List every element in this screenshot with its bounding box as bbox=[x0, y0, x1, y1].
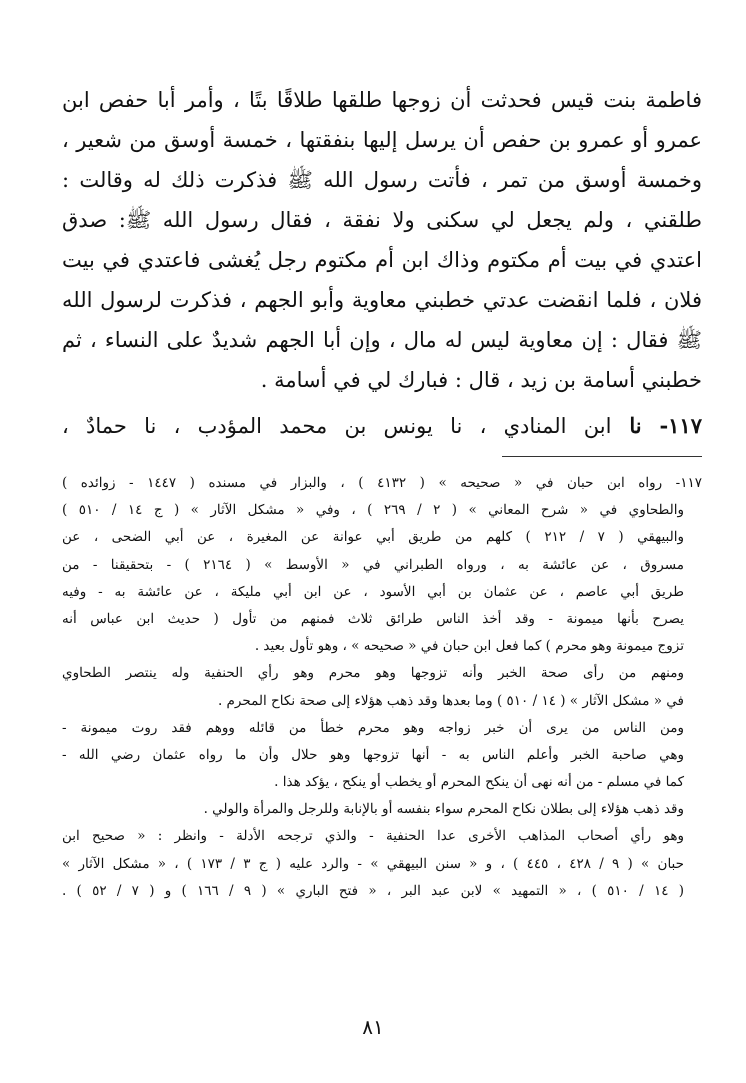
footnote-line: يصرح بأنها ميمونة - وقد أخذ الناس طرائق ثلاث فمنهم من تأول ( حديث ابن عباس أنه bbox=[62, 610, 684, 627]
main-text-line: ﷺ فقال : إن معاوية ليس له مال ، وإن أبا الجهم شديدٌ على النساء ، ثم bbox=[62, 328, 702, 352]
main-text-line: عمرو أو عمرو بن حفص أن يرسل إليها بنفقتها ، خمسة أوسق من شعير ، bbox=[62, 128, 702, 152]
footnote-line: ( ١٤ / ٥١٠ ) ، « التمهيد » لابن عبد البر ، « فتح الباري » ( ٩ / ١٦٦ ) و ( ٧ / ٥٢ ) . bbox=[62, 882, 685, 899]
main-text-line: خطبني أسامة بن زيد ، قال : فبارك لي في أسامة . bbox=[260, 368, 702, 392]
footnote-line: والبيهقي ( ٧ / ٢١٢ ) كلهم من طريق أبي عوانة عن المغيرة ، عن أبي الضحى ، عن bbox=[62, 529, 684, 546]
footnote-line: طريق أبي عاصم ، عن عثمان بن أبي الأسود ، عن ابن أبي مليكة ، عن عائشة به - وفيه bbox=[62, 583, 684, 600]
page-number: ٨١ bbox=[362, 1015, 384, 1039]
footnote-line: والطحاوي في « شرح المعاني » ( ٢ / ٢٦٩ ) ، وفي « مشكل الآثار » ( ج ١٤ / ٥١٠ ) bbox=[62, 502, 684, 519]
footnote-divider bbox=[502, 456, 702, 457]
footnote-line: وهو رأي أصحاب المذاهب الأخرى عدا الحنفية - والذي ترجحه الأدلة - وانظر : « صحيح ابن bbox=[62, 828, 684, 845]
hadith-chain-text: ابن المنادي ، نا يونس بن محمد المؤدب ، نا حمادٌ ، bbox=[62, 414, 612, 438]
hadith-number: ١١٧- نا bbox=[629, 413, 702, 438]
footnote-line: تزوج ميمونة وهو محرم ) كما فعل ابن حبان في « صحيحه » ، وهو تأول بعيد . bbox=[254, 638, 684, 655]
footnote-line: في « مشكل الآثار » ( ١٤ / ٥١٠ ) وما بعدها وقد ذهب هؤلاء إلى صحة نكاح المحرم . bbox=[217, 692, 684, 709]
main-text-line: فاطمة بنت قيس فحدثت أن زوجها طلقها طلاقًا بتًا ، وأمر أبا حفص ابن bbox=[62, 88, 702, 112]
footnote-line: ومن الناس من يرى أن خبر زواجه وهو محرم خطأ من قائله ووهم فقد روت ميمونة - bbox=[62, 719, 684, 736]
footnote-line: مسروق ، عن عائشة به ، ورواه الطبراني في « الأوسط » ( ٢١٦٤ ) - بتحقيقنا - من bbox=[62, 556, 684, 573]
main-text-block bbox=[62, 80, 702, 446]
main-text-line: فلان ، فلما انقضت عدتي خطبني معاوية وأبو الجهم ، فذكرت لرسول الله bbox=[62, 288, 702, 312]
footnote-line: وقد ذهب هؤلاء إلى بطلان نكاح المحرم سواء بنفسه أو بالإنابة وللرجل والمرأة والولي . bbox=[203, 801, 684, 818]
footnote-line: حبان » ( ٩ / ٤٢٨ ، ٤٤٥ ) ، و « سنن البيهقي » - والرد عليه ( ج ٣ / ١٧٣ ) ، « مشكل الآثار » bbox=[62, 855, 684, 872]
footnote-line: كما في مسلم - من أنه نهى أن ينكح المحرم أو يخطب أو ينكح ، يؤكد هذا . bbox=[274, 774, 684, 791]
main-text-line: اعتدي في بيت أم مكتوم وذاك ابن أم مكتوم رجل يُغشى فاعتدي في بيت bbox=[62, 248, 702, 272]
footnotes-block bbox=[62, 470, 702, 905]
footnote-line: ١١٧- رواه ابن حبان في « صحيحه » ( ٤١٣٢ ) ، والبزار في مسنده ( ١٤٤٧ - زوائده ) bbox=[62, 475, 702, 491]
footnote-line: وهي صاحبة الخبر وأعلم الناس به - أنها تزوجها وهو حلال وأن ما رواه عثمان رضي الله - bbox=[62, 746, 684, 763]
main-text-line: طلقني ، ولم يجعل لي سكنى ولا نفقة ، فقال رسول الله ﷺ: صدق bbox=[62, 208, 702, 232]
hadith-chain-line bbox=[62, 406, 702, 446]
footnote-line: ومنهم من رأى صحة الخبر وأنه تزوجها وهو محرم وهو رأي الحنفية وله ينتصر الطحاوي bbox=[62, 665, 684, 682]
main-text-line: وخمسة أوسق من تمر ، فأتت رسول الله ﷺ فذكرت ذلك له وقالت : bbox=[62, 168, 702, 192]
